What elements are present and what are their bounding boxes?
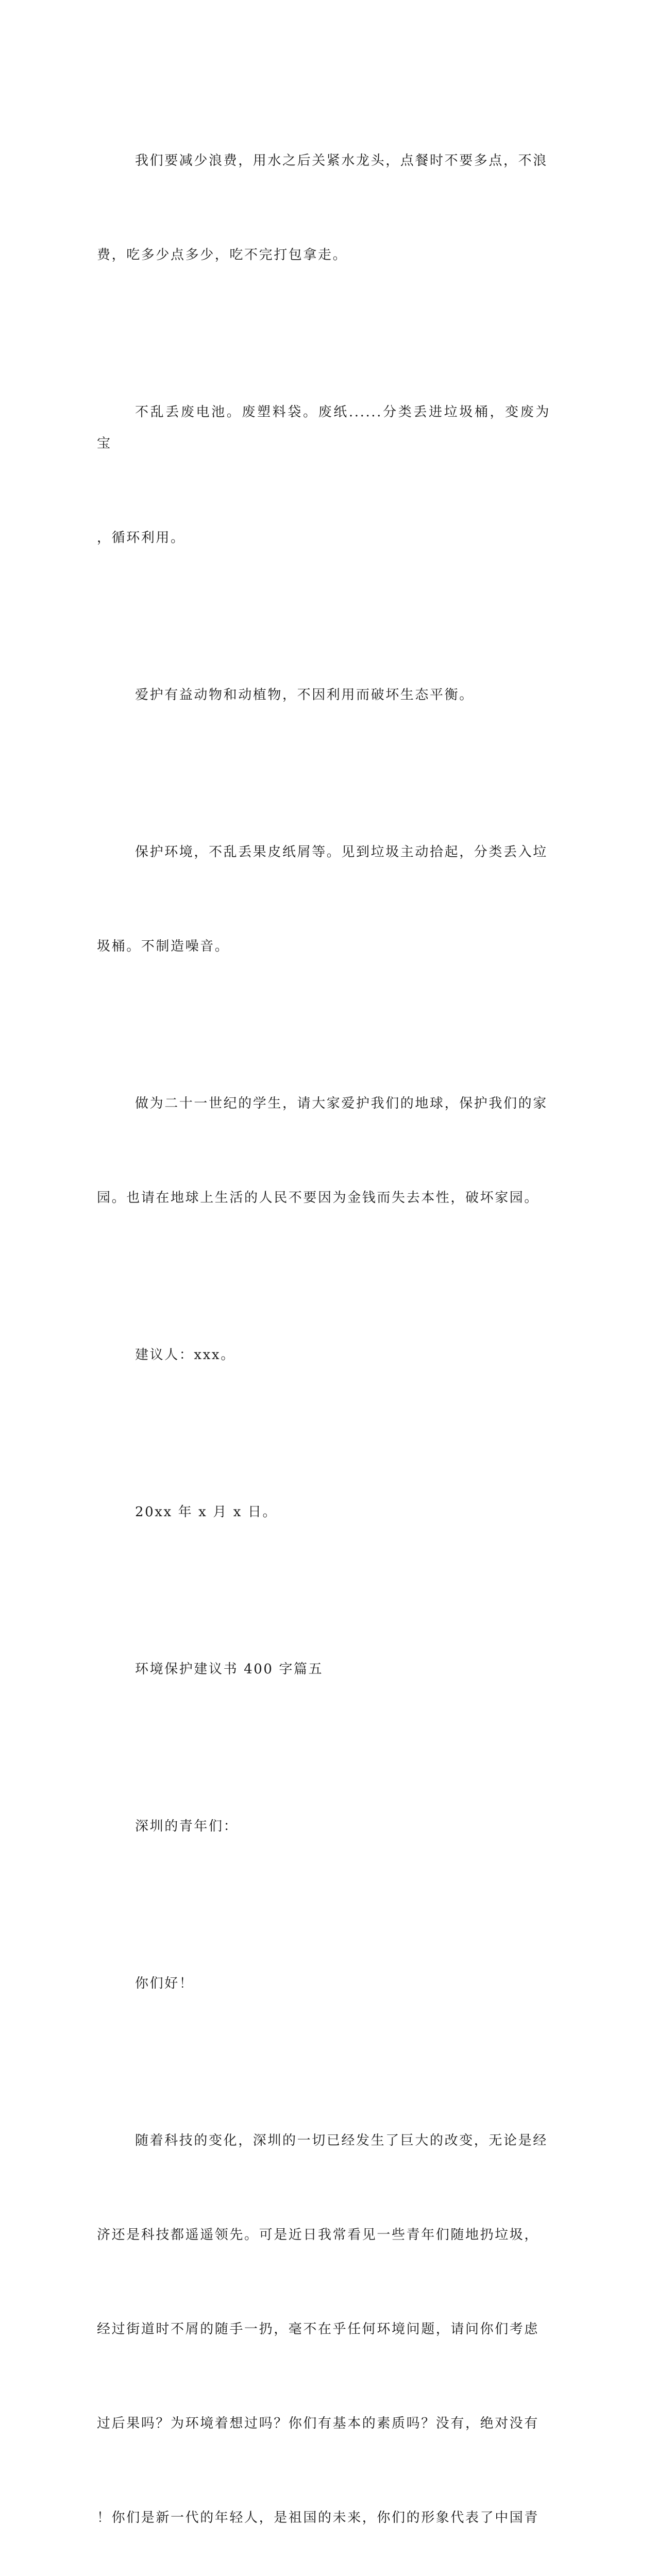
text-line: ，循环利用。	[97, 530, 186, 546]
paragraph-protect-animals	[97, 617, 550, 774]
text-line: 圾桶。不制造噪音。	[97, 939, 230, 954]
text-line: 随着科技的变化，深圳的一切已经发生了巨大的改变，无论是经	[135, 2133, 548, 2148]
text-line: 费，吃多少点多少，吃不完打包拿走。	[97, 247, 348, 263]
text-line: 不乱丢废电池。废塑料袋。废纸......分类丢进垃圾桶，变废为宝	[97, 404, 550, 451]
text-line: 爱护有益动物和动植物，不因利用而破坏生态平衡。	[135, 687, 474, 703]
signature-proposer	[97, 1277, 550, 1434]
text-line: 园。也请在地球上生活的人民不要因为金钱而失去本性，破坏家园。	[97, 1190, 540, 1206]
text-line: 20xx 年 x 月 x 日。	[135, 1504, 278, 1520]
signature-date	[97, 1434, 550, 1591]
text-line: 环境保护建议书 400 字篇五	[135, 1662, 324, 1677]
text-line: 济还是科技都遥遥领先。可是近日我常看见一些青年们随地扔垃圾，	[97, 2227, 540, 2243]
text-line: 建议人：xxx。	[135, 1347, 235, 1363]
text-line: 你们好！	[135, 1976, 194, 1991]
paragraph-shenzhen-youth	[97, 2062, 550, 2576]
text-line: 做为二十一世纪的学生，请大家爱护我们的地球，保护我们的家	[135, 1096, 548, 1111]
text-line: 保护环境，不乱丢果皮纸屑等。见到垃圾主动拾起，分类丢入垃	[135, 844, 548, 860]
text-line: 经过街道时不屑的随手一扔，毫不在乎任何环境问题，请问你们考虑	[97, 2321, 540, 2337]
paragraph-no-litter	[97, 774, 550, 1025]
paragraph-reduce-waste	[97, 82, 550, 334]
text-line: 我们要减少浪费，用水之后关紧水龙头，点餐时不要多点，不浪	[135, 153, 548, 168]
paragraph-protect-earth	[97, 1025, 550, 1277]
paragraph-recycling	[97, 334, 550, 617]
section-heading	[97, 1591, 550, 1748]
text-line: ！你们是新一代的年轻人，是祖国的未来，你们的形象代表了中国青	[97, 2510, 540, 2526]
document-body	[97, 82, 550, 2576]
salutation	[97, 1748, 550, 1905]
text-line: 过后果吗？为环境着想过吗？你们有基本的素质吗？没有，绝对没有	[97, 2416, 540, 2431]
text-line: 深圳的青年们：	[135, 1819, 239, 1834]
greeting	[97, 1905, 550, 2062]
